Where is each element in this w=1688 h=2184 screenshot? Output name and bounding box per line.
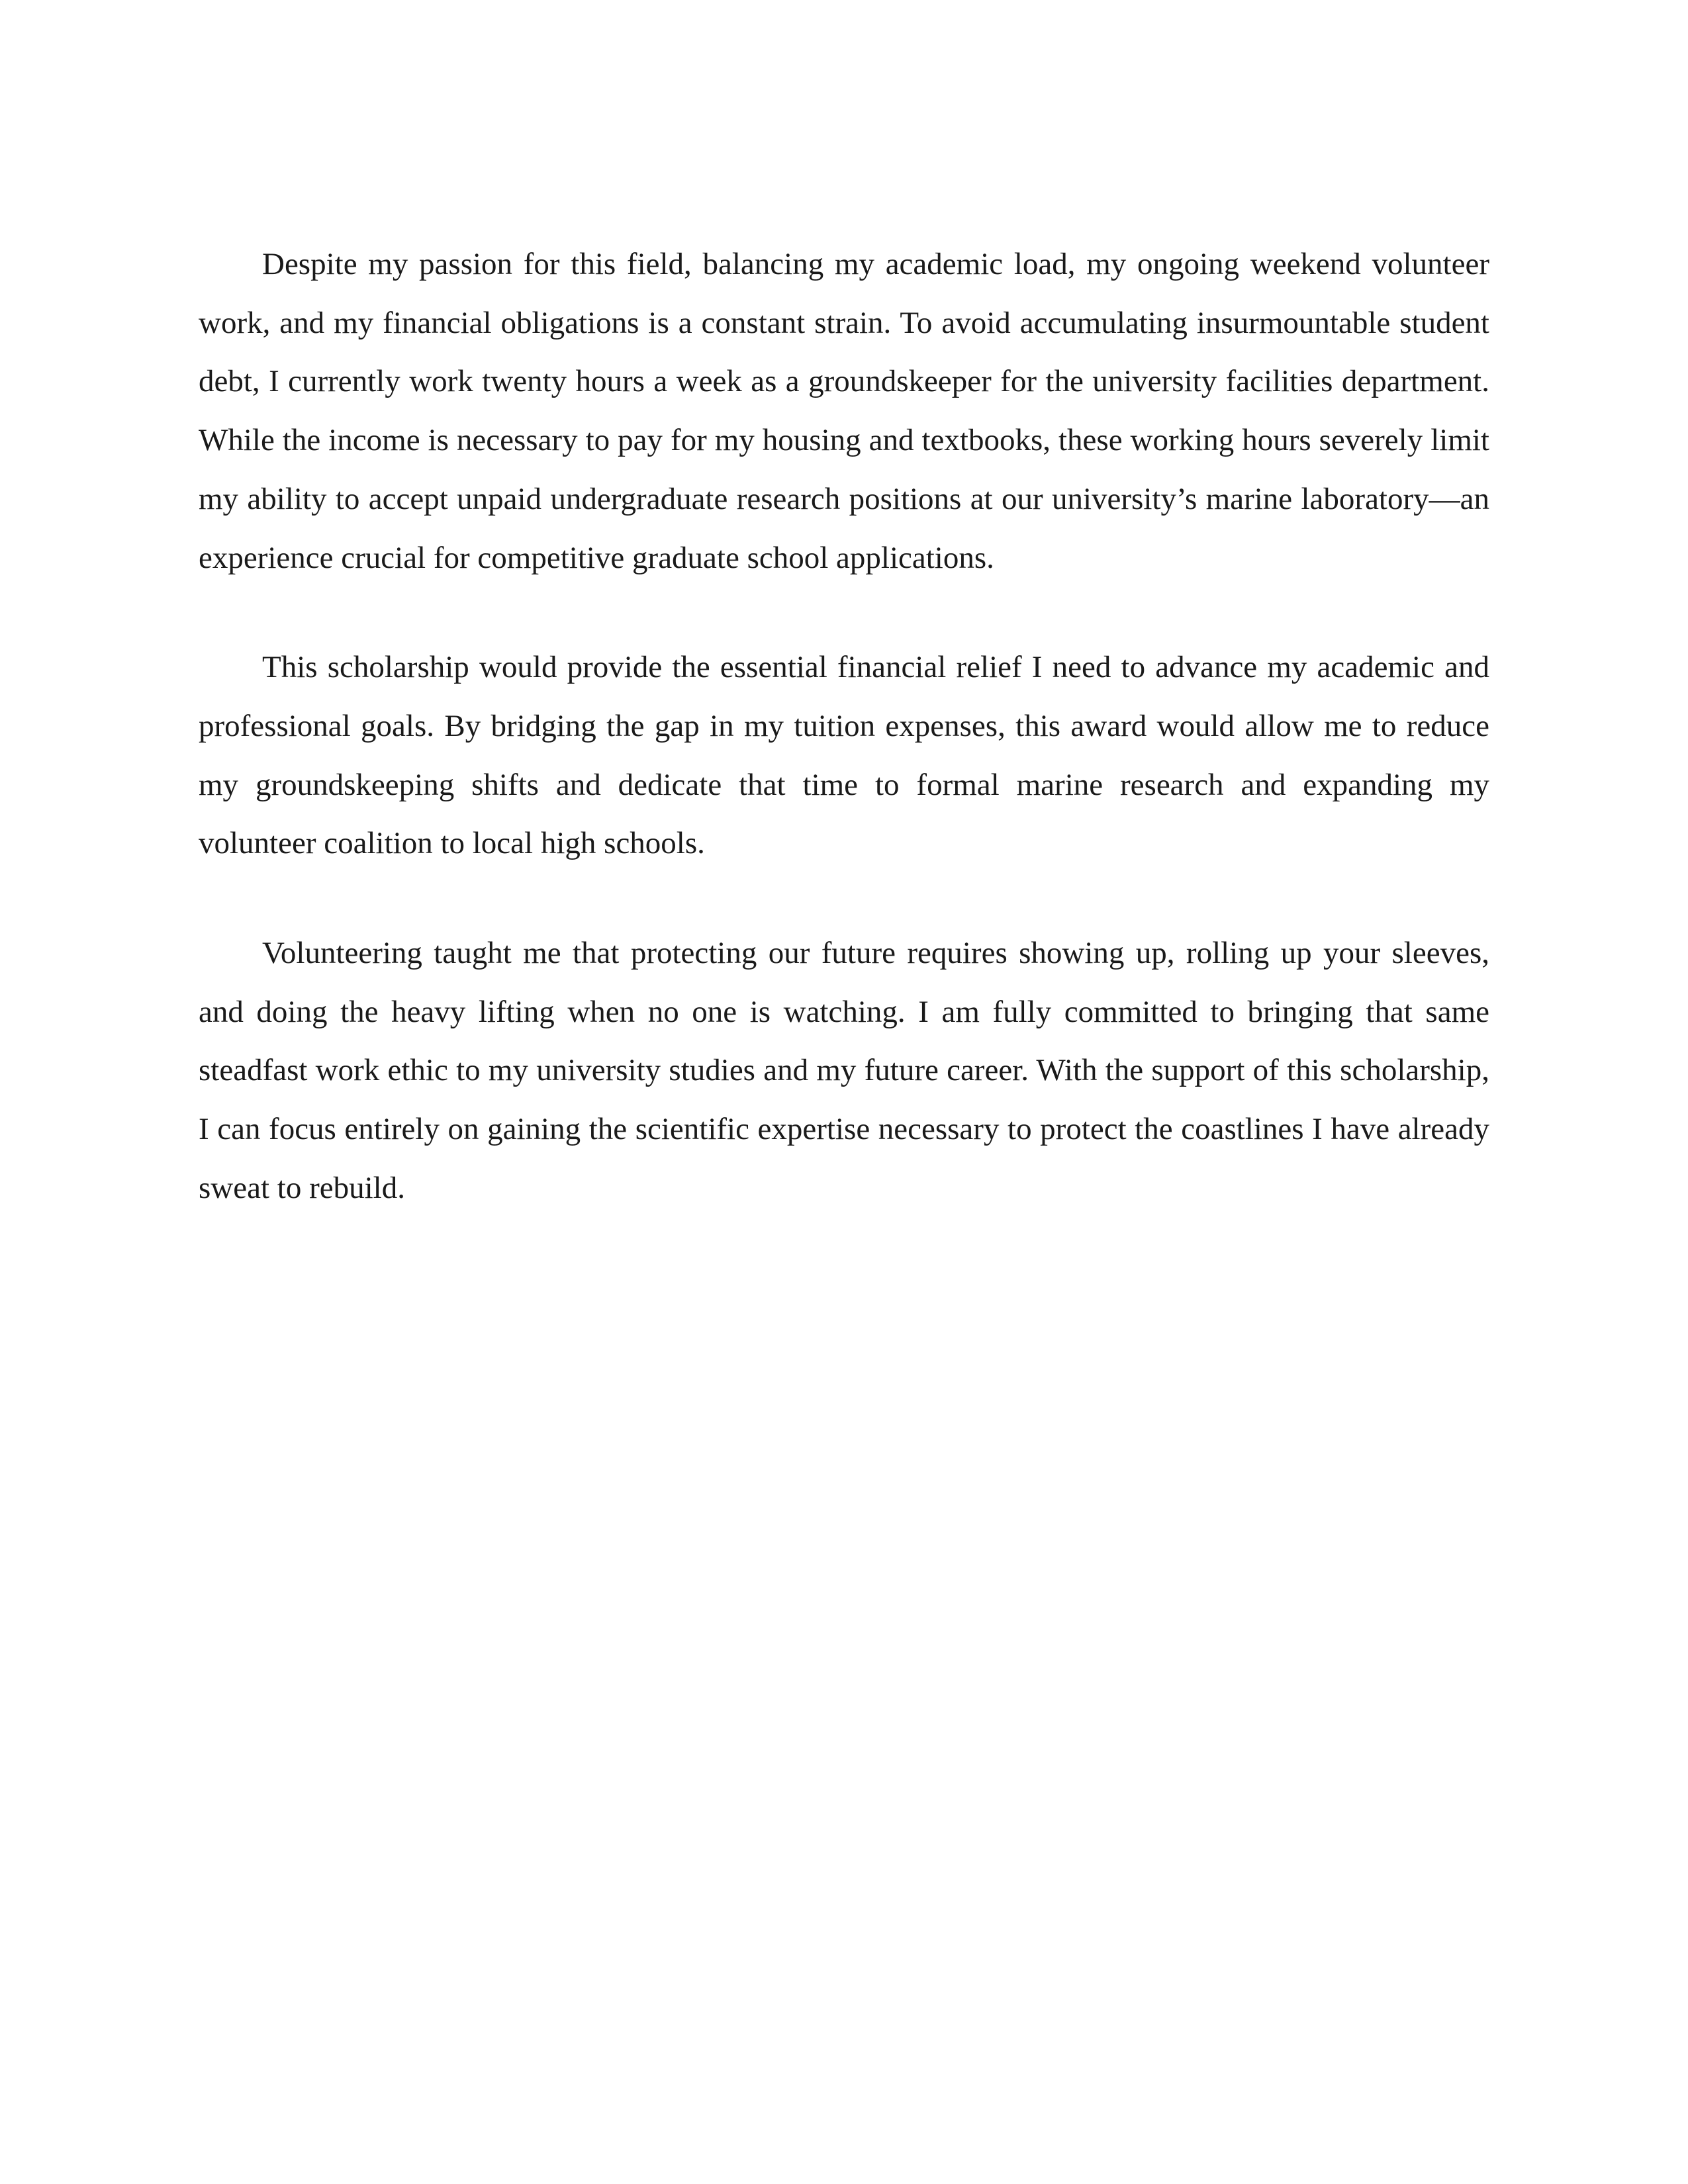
paragraph-volunteering-commitment: Volunteering taught me that protecting our future requires showing up, rolling up your sleeves, and doing the heavy lifting when no one is watching. I am fully committed to bringing that same steadfast work ethic to my university studies and my future career. With the support of this scholarship, I can focus entirely on gaining the scientific expertise necessary to protect the coastlines I have already sweat to rebuild. [199, 936, 1489, 1205]
body-text [199, 235, 1489, 1269]
paragraph-scholarship-relief: This scholarship would provide the essential financial relief I need to advance my academic and professional goals. By bridging the gap in my tuition expenses, this award would allow me to reduce my groundskeeping shifts and dedicate that time to formal marine research and expanding my volunteer coalition to local high schools. [199, 650, 1489, 861]
paragraph-financial-strain: Despite my passion for this field, balancing my academic load, my ongoing weekend volunteer work, and my financial obligations is a constant strain. To avoid accumulating insurmountable student debt, I currently work twenty hours a week as a groundskeeper for the university facilities department. While the income is necessary to pay for my housing and textbooks, these working hours severely limit my ability to accept unpaid undergraduate research positions at our university’s marine laboratory—an experience crucial for competitive graduate school applications. [199, 247, 1489, 575]
